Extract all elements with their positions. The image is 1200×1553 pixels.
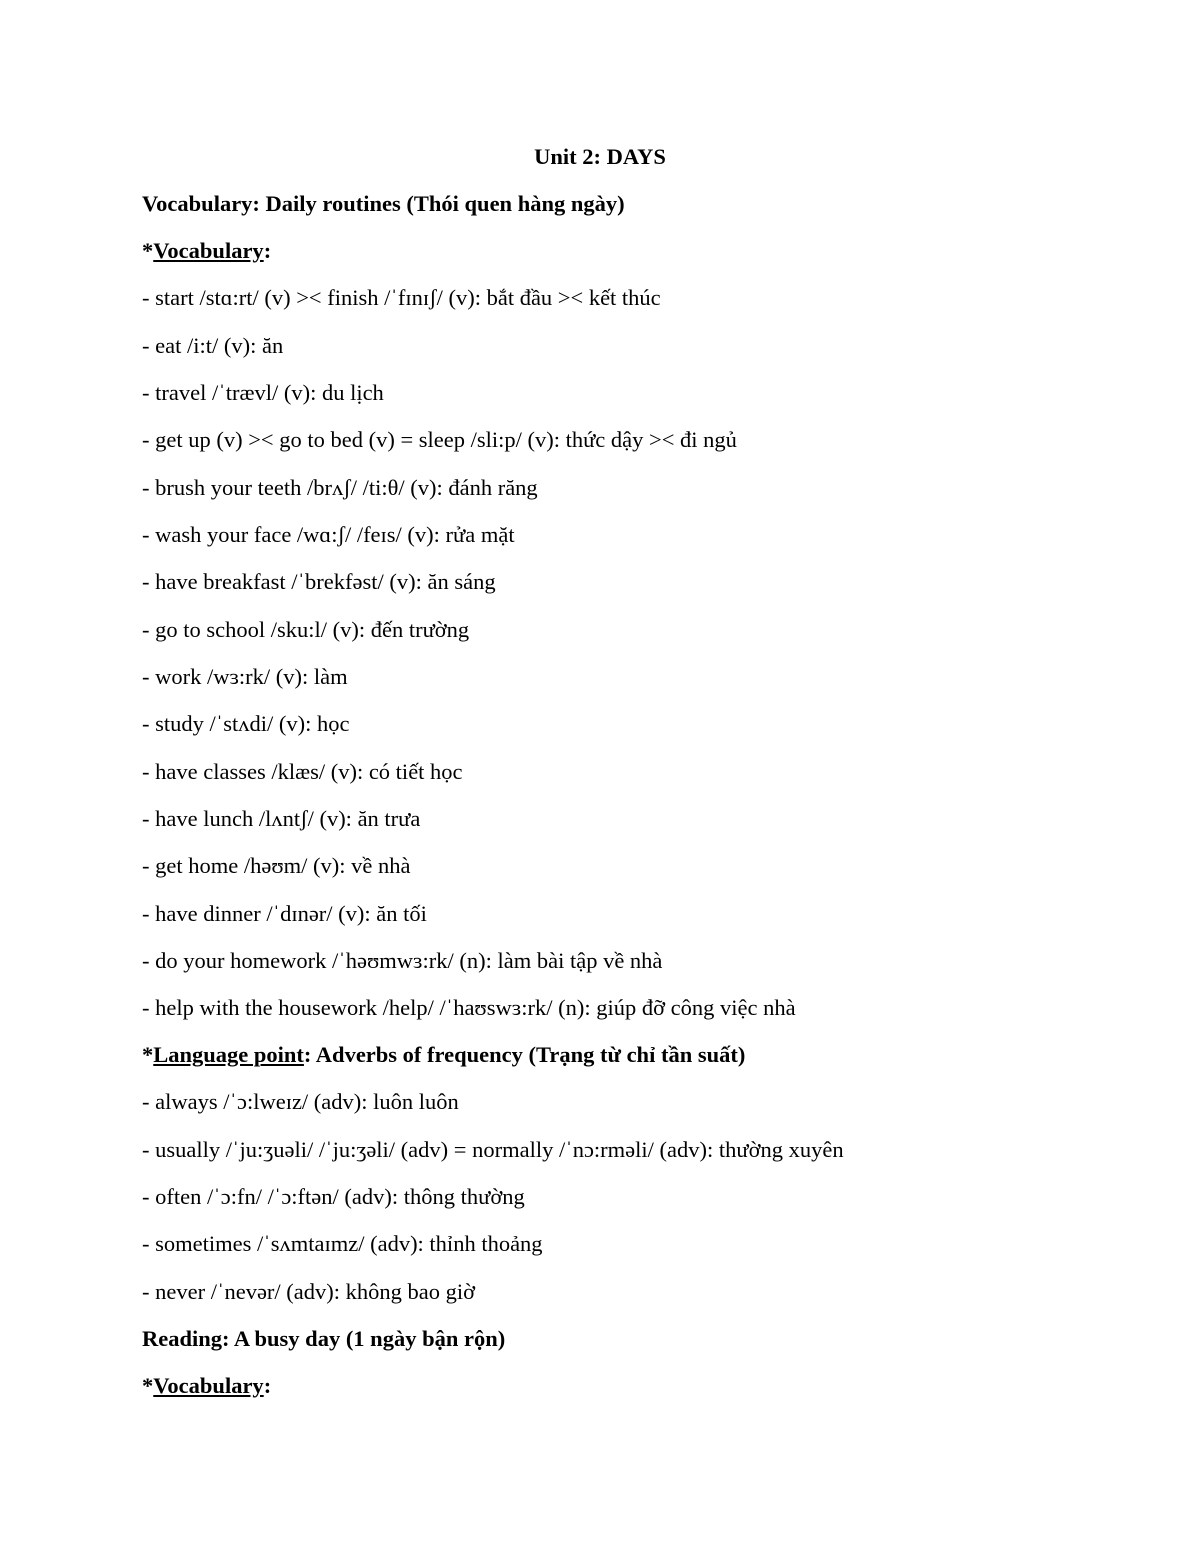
subheading-vocabulary — [142, 237, 271, 265]
vocab-item: - have dinner /ˈdɪnər/ (v): ăn tối — [142, 901, 427, 926]
section-heading-reading: Reading: A busy day (1 ngày bận rộn) — [142, 1326, 506, 1351]
vocab-item: - work /wɜ:rk/ (v): làm — [142, 664, 348, 689]
colon: : — [263, 238, 272, 263]
vocab-item: - brush your teeth /brʌʃ/ /ti:θ/ (v): đánh răng — [142, 475, 538, 500]
page-title: Unit 2: DAYS — [534, 144, 666, 169]
adverb-item: - usually /ˈju:ʒuəli/ /ˈju:ʒəli/ (adv) = normally /ˈnɔ:rməli/ (adv): thường xuyên — [142, 1137, 844, 1162]
vocab-item: - do your homework /ˈhəʊmwɜ:rk/ (n): làm bài tập về nhà — [142, 948, 663, 973]
subheading-vocabulary-reading — [142, 1372, 271, 1400]
adverb-item: - sometimes /ˈsʌmtaɪmz/ (adv): thỉnh thoảng — [142, 1231, 543, 1256]
subheading-description: Adverbs of frequency (Trạng từ chỉ tần suất) — [311, 1042, 746, 1067]
vocab-item: - travel /ˈtrævl/ (v): du lịch — [142, 380, 384, 405]
vocab-item: - help with the housework /help/ /ˈhaʊswɜ:rk/ (n): giúp đỡ công việc nhà — [142, 995, 796, 1020]
adverb-item: - always /ˈɔ:lweɪz/ (adv): luôn luôn — [142, 1089, 459, 1114]
section-heading-vocabulary: Vocabulary: Daily routines (Thói quen hàng ngày) — [142, 191, 625, 216]
vocab-item: - get home /həʊm/ (v): về nhà — [142, 853, 411, 878]
subheading-label: Vocabulary — [153, 1373, 264, 1398]
vocab-item: - eat /i:t/ (v): ăn — [142, 333, 284, 358]
subheading-label: Vocabulary — [153, 238, 264, 263]
colon: : — [263, 1373, 272, 1398]
adverb-item: - often /ˈɔ:fn/ /ˈɔ:ftən/ (adv): thông thường — [142, 1184, 525, 1209]
asterisk: * — [142, 1042, 154, 1067]
vocab-item: - go to school /sku:l/ (v): đến trường — [142, 617, 470, 642]
vocab-item: - wash your face /wɑ:ʃ/ /feɪs/ (v): rửa mặt — [142, 522, 515, 547]
vocab-item: - have classes /klæs/ (v): có tiết học — [142, 759, 463, 784]
asterisk: * — [142, 238, 154, 263]
subheading-language-point — [142, 1041, 745, 1069]
vocab-item: - have breakfast /ˈbrekfəst/ (v): ăn sáng — [142, 569, 496, 594]
colon: : — [303, 1042, 312, 1067]
subheading-label: Language point — [153, 1042, 304, 1067]
vocab-item: - start /stɑ:rt/ (v) >< finish /ˈfɪnɪʃ/ (v): bắt đầu >< kết thúc — [142, 285, 661, 310]
vocab-item: - get up (v) >< go to bed (v) = sleep /sli:p/ (v): thức dậy >< đi ngủ — [142, 427, 737, 452]
asterisk: * — [142, 1373, 154, 1398]
vocab-item: - have lunch /lʌntʃ/ (v): ăn trưa — [142, 806, 421, 831]
vocab-item: - study /ˈstʌdi/ (v): học — [142, 711, 350, 736]
adverb-item: - never /ˈnevər/ (adv): không bao giờ — [142, 1279, 476, 1304]
